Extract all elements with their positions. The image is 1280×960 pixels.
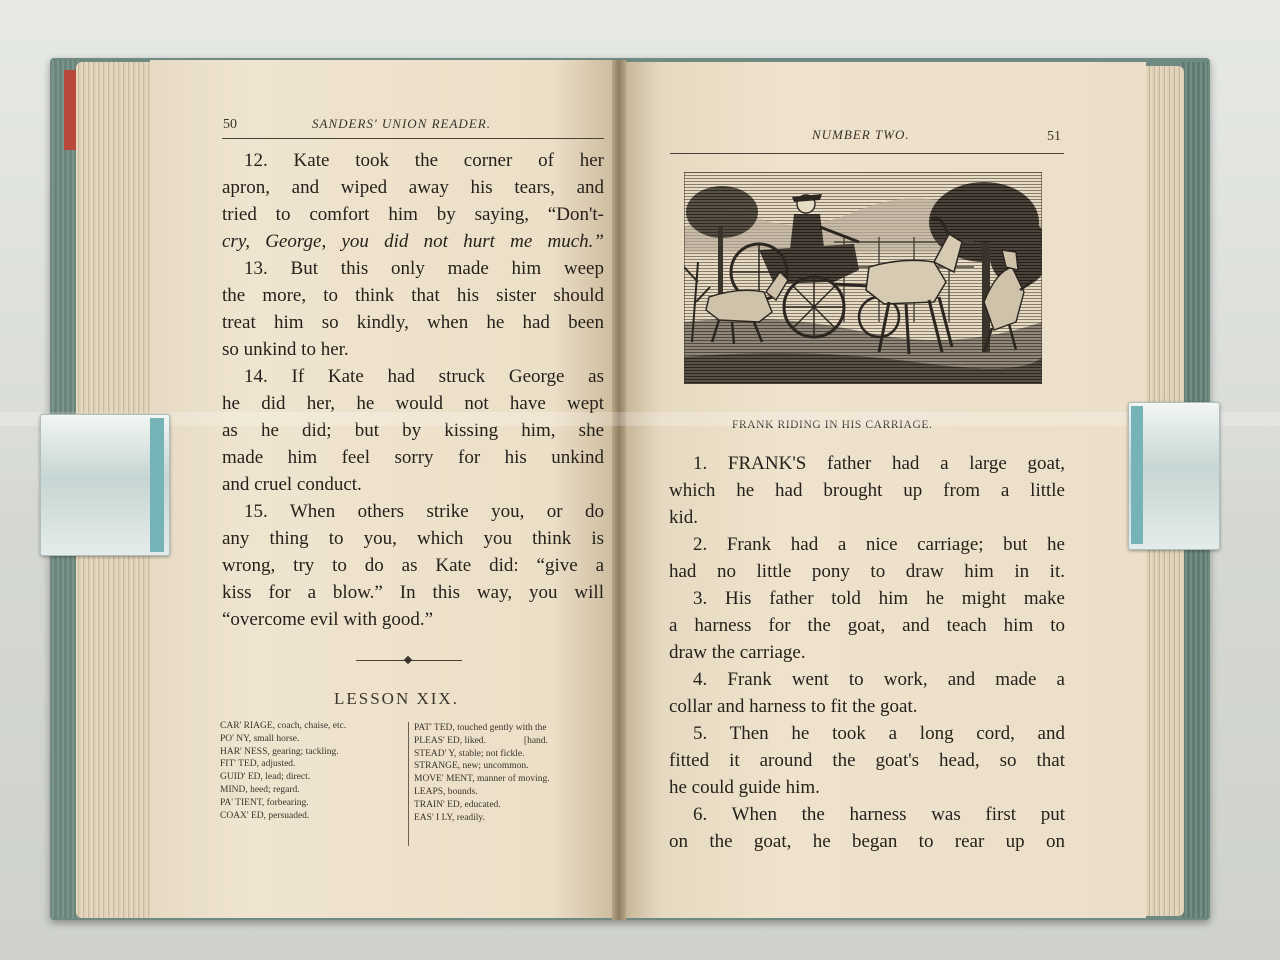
body-line: apron, and wiped away his tears, and <box>222 177 604 198</box>
goat-carriage-engraving <box>684 172 1042 384</box>
page-clip-left-edge <box>150 418 164 552</box>
illustration-caption: FRANK RIDING IN HIS CARRIAGE. <box>732 419 933 431</box>
body-line: he did her, he would not have wept <box>222 393 604 414</box>
vocabulary-column-right <box>414 722 606 824</box>
body-line: any thing to you, which you think is <box>222 528 604 549</box>
body-line: 13. But this only made him weep <box>244 258 604 279</box>
vocabulary-column-left <box>220 720 408 822</box>
body-line: kid. <box>669 507 699 528</box>
body-line: draw the carriage. <box>669 642 806 663</box>
vocab-entry: COAX' ED, persuaded. <box>220 810 310 821</box>
vocab-entry: CAR' RIAGE, coach, chaise, etc. <box>220 721 347 731</box>
right-header-rule <box>670 153 1064 154</box>
body-line: a harness for the goat, and teach him to <box>669 615 1065 636</box>
right-body-text <box>669 450 1065 855</box>
vocab-entry: LEAPS, bounds. <box>414 786 478 797</box>
body-line: wrong, try to do as Kate did: “give a <box>222 555 604 576</box>
body-line: “overcome evil with good.” <box>222 609 434 630</box>
body-line: treat him so kindly, when he had been <box>222 312 604 333</box>
lesson-heading: LESSON XIX. <box>334 689 459 708</box>
body-line: 12. Kate took the corner of her <box>244 150 604 171</box>
body-line: collar and harness to fit the goat. <box>669 696 918 717</box>
body-line: 2. Frank had a nice carriage; but he <box>693 534 1065 555</box>
vocab-entry: PAT' TED, touched gently with the <box>414 723 547 733</box>
body-line: 5. Then he took a long cord, and <box>693 723 1065 744</box>
body-line: had no little pony to draw him in it. <box>669 561 1065 582</box>
body-line: 15. When others strike you, or do <box>244 501 604 522</box>
vocabulary-column-divider <box>408 722 409 846</box>
body-line: cry, George, you did not hurt me much.” <box>222 231 604 252</box>
vocab-entry: PA' TIENT, forbearing. <box>220 797 309 808</box>
body-line: which he had brought up from a little <box>669 480 1065 501</box>
vocab-entry: STEAD' Y, stable; not fickle. <box>414 748 525 759</box>
body-line: 6. When the harness was first put <box>693 804 1065 825</box>
body-line: on the goat, he began to rear up on <box>669 831 1065 852</box>
body-line: kiss for a blow.” In this way, you will <box>222 582 604 603</box>
vocab-entry: EAS' I LY, readily. <box>414 812 485 823</box>
engraving-illustration <box>684 172 1042 384</box>
body-line: made him feel sorry for his unkind <box>222 447 604 468</box>
vocab-entry: MIND, heed; regard. <box>220 784 300 795</box>
body-line: 4. Frank went to work, and made a <box>693 669 1065 690</box>
body-line: as he did; but by kissing him, she <box>222 420 604 441</box>
left-running-header: SANDERS' UNION READER. <box>312 116 491 131</box>
body-line: 14. If Kate had struck George as <box>244 366 604 387</box>
left-header-rule <box>222 138 604 139</box>
vocab-entry: HAR' NESS, gearing; tackling. <box>220 746 339 757</box>
vocab-entry: GUID' ED, lead; direct. <box>220 772 311 783</box>
body-line: fitted it around the goat's head, so that <box>669 750 1065 771</box>
vocab-entry: PLEAS' ED, liked. [hand. <box>414 735 548 746</box>
left-page-number: 50 <box>223 117 237 132</box>
vocab-entry: TRAIN' ED, educated. <box>414 799 501 810</box>
right-running-header: NUMBER TWO. <box>812 127 910 142</box>
vocab-entry: PO' NY, small horse. <box>220 733 300 744</box>
body-line: and cruel conduct. <box>222 474 362 495</box>
body-line: 3. His father told him he might make <box>693 588 1065 609</box>
body-line: so unkind to her. <box>222 339 349 360</box>
left-body-text <box>222 147 604 633</box>
body-line: the more, to think that his sister should <box>222 285 604 306</box>
book-gutter <box>612 60 626 920</box>
body-line: tried to comfort him by saying, “Don't- <box>222 204 604 225</box>
section-divider-ornament <box>356 656 462 664</box>
body-line: 1. FRANK'S father had a large goat, <box>693 453 1065 474</box>
vocab-entry: STRANGE, new; uncommon. <box>414 761 529 772</box>
vocab-entry: FIT' TED, adjusted. <box>220 759 296 770</box>
right-page-number: 51 <box>1047 129 1061 144</box>
glass-reflection-strip <box>0 412 1280 426</box>
body-line: he could guide him. <box>669 777 820 798</box>
vocab-entry: MOVE' MENT, manner of moving. <box>414 774 550 785</box>
page-clip-right-edge <box>1131 406 1143 544</box>
